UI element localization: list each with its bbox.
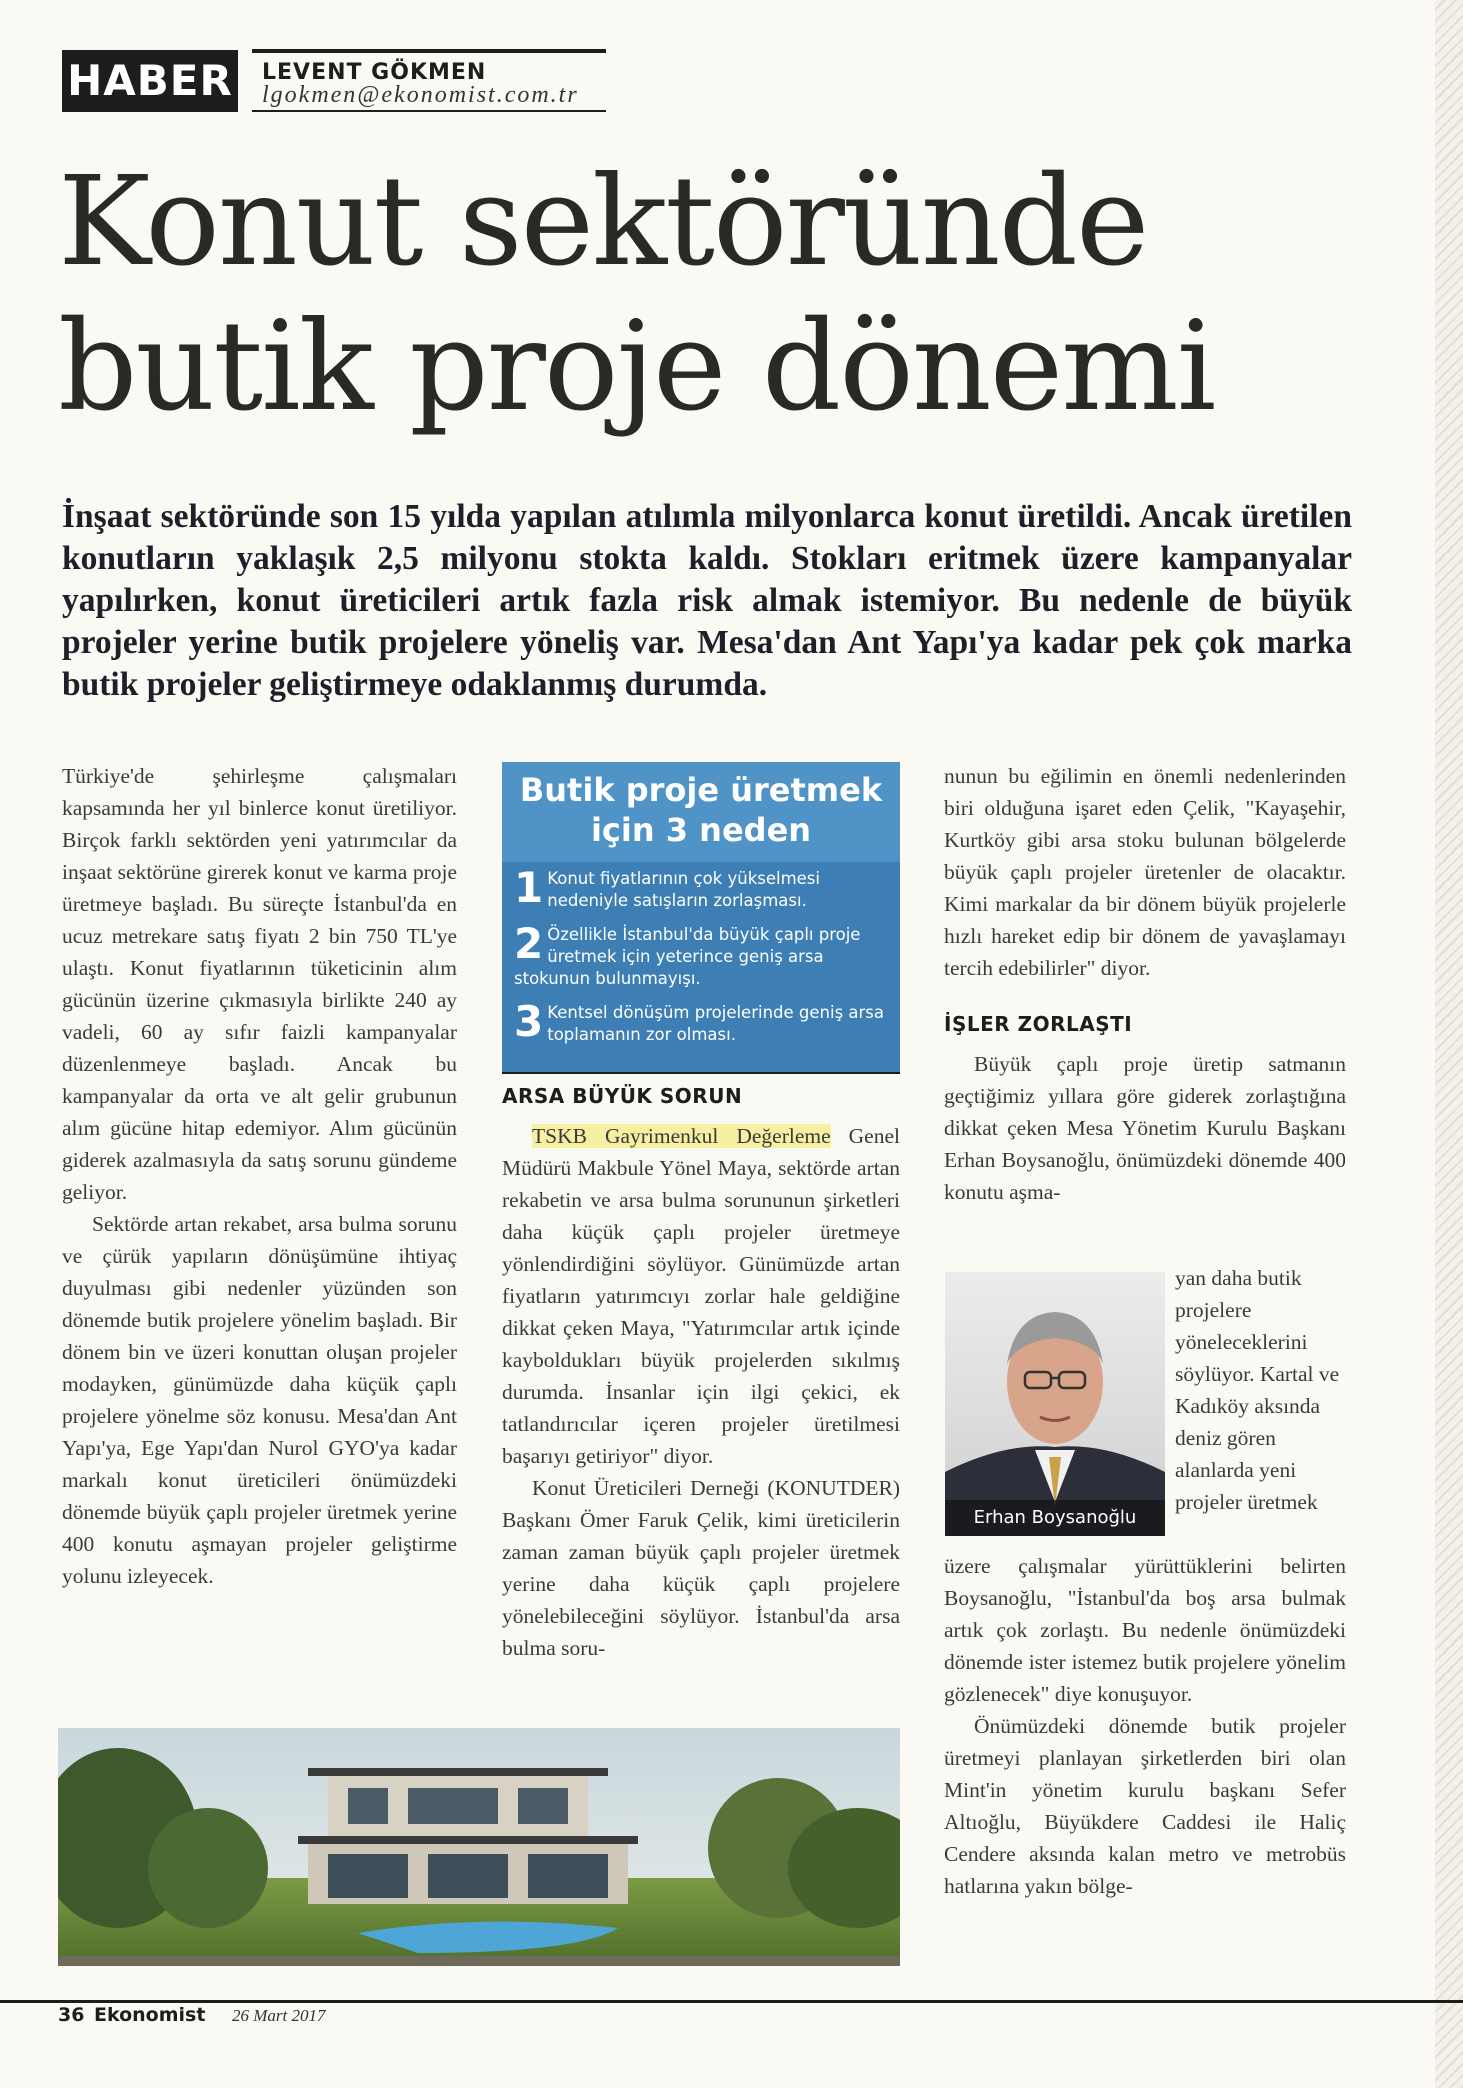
- headline: Konut sektöründe butik proje dönemi: [58, 150, 1215, 439]
- section-badge: HABER: [62, 50, 238, 112]
- house-photo: [58, 1728, 900, 1966]
- column-3-paragraph-4: Önümüzdeki dönemde butik projeler üretmeyi planlayan şirketlerden biri olan Mint'in yönetim kurulu başkanı Sefer Altıoğlu, Büyükdere Caddesi ile Haliç Cendere aksında kalan metro ve metrobüs hatlarına yakın bölge-: [944, 1714, 1346, 1898]
- author-email[interactable]: lgokmen@ekonomist.com.tr: [262, 82, 579, 108]
- column-1-paragraph-2: Sektörde artan rekabet, arsa bulma sorunu ve çürük yapıların dönüşümüne ihtiyaç duyulması gibi nedenler yüzünden son dönemde butik projelere yönelim başladı. Bir dönem bin ve üzeri konuttan oluşan projeler modayken, günümüzde daha küçük çaplı projelere yönelme söz konusu. Mesa'dan Ant Yapı'ya, Ege Yapı'dan Nurol GYO'ya kadar markalı konut üreticileri önümüzdeki dönemde büyük çaplı projeler üretmek yerine 400 konutu aşmayan projeler geliştirme yolunu izleyecek.: [62, 1212, 457, 1588]
- infobox-item-2: [514, 919, 894, 990]
- header-rule-bottom: [252, 110, 606, 112]
- page-edge: [1435, 0, 1463, 2088]
- column-3: [944, 760, 1346, 1208]
- column-2-paragraph-1: [502, 1120, 900, 1472]
- column-3-paragraph-3: üzere çalışmalar yürüttüklerini belirten Boysanoğlu, "İstanbul'da boş arsa bulmak artık çok zorlaştı. Bu nedenle önümüzdeki dönemde ister istemez butik projelere yönelim gözlenecek" diye konuşuyor.: [944, 1554, 1346, 1706]
- infobox-number: 1: [514, 863, 544, 912]
- column-3-wrap-text: yan daha butik projelere yöneleceklerini söylüyor. Kartal ve Kadıköy aksında deniz gören alanlarda yeni projeler üretmek: [1175, 1266, 1340, 1514]
- author-name: LEVENT GÖKMEN: [262, 60, 487, 85]
- infobox-item-3: [514, 997, 894, 1046]
- page-number: 36: [58, 2004, 85, 2026]
- column-2-paragraph-1-rest: Genel Müdürü Makbule Yönel Maya, sektörde artan rekabetin ve arsa bulma sorununun şirketleri daha küçük çaplı projeler üretmeye yönlendirdiğini söylüyor. Günümüzde artan fiyatların yatırımcıyı zorlar hale geldiğine dikkat çeken Maya, "Yatırımcılar artık içinde kayboldukları büyük projelerden sıkılmış durumda. İnsanlar için ilgi çekici, ek tatlandırıcılar içeren projeler üretilmesi başarıyı getiriyor" diyor.: [502, 1124, 900, 1468]
- column-3-lower: [944, 1550, 1346, 1902]
- infobox-item-text: Kentsel dönüşüm projelerinde geniş arsa toplamanın zor olması.: [547, 1003, 885, 1044]
- infobox-title: [502, 770, 900, 850]
- infobox-number: 3: [514, 997, 544, 1046]
- footer-rule: [0, 2000, 1463, 2003]
- infobox-title-line-2: için 3 neden: [590, 811, 812, 849]
- issue-date: 26 Mart 2017: [232, 2006, 326, 2025]
- infobox-title-line-1: Butik proje üretmek: [519, 771, 883, 809]
- infobox-number: 2: [514, 919, 544, 968]
- subhead-arsa: ARSA BÜYÜK SORUN: [502, 1084, 743, 1108]
- column-3-paragraph-1: nunun bu eğilimin en önemli nedenlerinden biri olduğuna işaret eden Çelik, "Kayaşehir, Kurtköy gibi arsa stoku bulunan bölgelerde büyük çaplı projeler üretenler de olacaktır. Kimi markalar da bir dönem büyük projelerle hızlı hareket edip bir dönem de yavaşlamayı tercih edebilirler" diyor.: [944, 764, 1346, 980]
- column-1: [62, 760, 457, 1592]
- column-2: [502, 1080, 900, 1664]
- subhead-isler: İŞLER ZORLAŞTI: [944, 1012, 1133, 1036]
- magazine-name: Ekonomist: [94, 2004, 206, 2026]
- photo-caption: Erhan Boysanoğlu: [945, 1500, 1165, 1536]
- house-illustration: [58, 1728, 900, 1966]
- infobox-item-text: Özellikle İstanbul'da büyük çaplı proje üretmek için yeterince geniş arsa stokunun bulunmayışı.: [514, 925, 861, 988]
- highlighted-text: TSKB Gayrimenkul Değerleme: [532, 1124, 831, 1148]
- header-rule: [252, 49, 606, 53]
- column-3-paragraph-2: Büyük çaplı proje üretip satmanın geçtiğimiz yıllara göre giderek zorlaştığına dikkat çeken Mesa Yönetim Kurulu Başkanı Erhan Boysanoğlu, önümüzdeki dönemde 400 konutu aşma-: [944, 1052, 1346, 1204]
- infobox-item-text: Konut fiyatlarının çok yükselmesi nedeniyle satışların zorlaşması.: [547, 869, 820, 910]
- portrait-photo: [945, 1272, 1165, 1536]
- column-1-paragraph-1: Türkiye'de şehirleşme çalışmaları kapsamında her yıl binlerce konut üretiliyor. Birçok farklı sektörden yeni yatırımcılar da inşaat sektörüne girerek konut ve karma proje üretmeye başladı. Bu süreçte İstanbul'da en ucuz metrekare satış fiyatı 2 bin 750 TL'ye ulaştı. Konut fiyatlarının tüketicinin alım gücünün üzerine çıkmasıyla birlikte 240 ay vadeli, 60 ay sıfır faizli kampanyalar düzenlenmeye başladı. Ancak bu kampanyalar da orta ve alt gelir grubunun alım gücüne hitap edemiyor. Alım gücünün giderek azalmasıyla da satış sorunu gündeme geliyor.: [62, 764, 457, 1204]
- infobox-bottom-rule: [502, 1072, 900, 1074]
- infobox-item-1: [514, 863, 894, 912]
- portrait-illustration: [945, 1272, 1165, 1536]
- lead-paragraph: İnşaat sektöründe son 15 yılda yapılan atılımla milyonlarca konut üretildi. Ancak üretilen konutların yaklaşık 2,5 milyonu stokta kaldı. Stokları eritmek üzere kampanyalar yapılırken, konut üreticileri artık fazla risk almak istemiyor. Bu nedenle de büyük projeler yerine butik projelere yöneliş var. Mesa'dan Ant Yapı'ya kadar pek çok marka butik projeler geliştirmeye odaklanmış durumda.: [62, 498, 1352, 703]
- column-2-paragraph-2: Konut Üreticileri Derneği (KONUTDER) Başkanı Ömer Faruk Çelik, kimi üreticilerin zaman zaman büyük çaplı projeler üretmek yerine daha küçük çaplı projelere yönelebileceğini söylüyor. İstanbul'da arsa bulma soru-: [502, 1476, 900, 1660]
- reasons-infobox: [502, 762, 900, 1072]
